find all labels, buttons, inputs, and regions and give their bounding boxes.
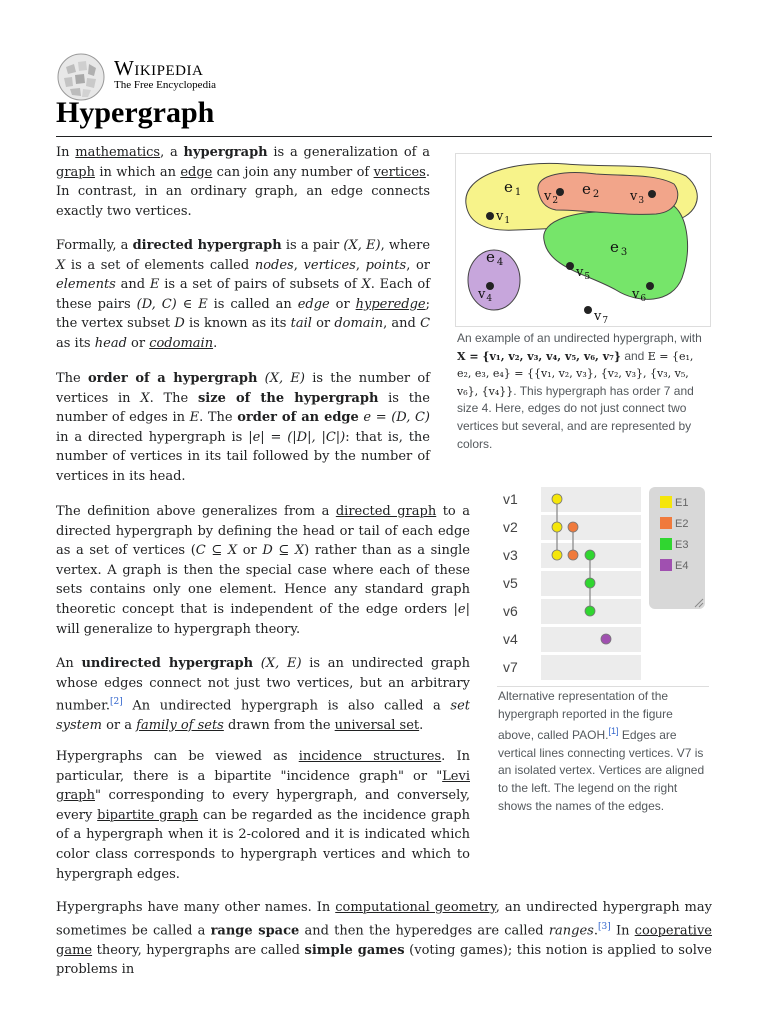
brand-tagline: The Free Encyclopedia — [114, 79, 217, 91]
link-bipartite-graph[interactable]: bipartite graph — [97, 807, 199, 823]
title-divider — [56, 136, 712, 137]
figure2-caption: Alternative representation of the hypergraph reported in the figure above, called PAOH.[1] Edges are vertical lines connecting vertices. V7 is an isolated vertex. Vertices are aligned to the left. The legend on the right shows the names of the edges. — [498, 689, 705, 813]
legend-swatch-e3 — [660, 538, 672, 550]
brand-name[interactable]: Wikipedia — [114, 56, 204, 80]
paragraph-order-size: The order of a hypergraph (X, E) is the number of vertices in X. The size of the hypergraph is the number of edges in E. The order of an edge e = (D, C) in a directed hypergraph is |e| = (|D|, |C|): that is, the number of vertices in its tail followed by the number of vertices in its head. — [56, 371, 431, 484]
link-family-of-sets[interactable]: family of sets — [136, 718, 224, 734]
paoh-row-label-v1: v1 — [503, 491, 518, 507]
brand[interactable] — [114, 56, 216, 91]
paragraph-intro: In mathematics, a hypergraph is a generalization of a graph in which an edge can join any number of vertices. In contrast, in an ordinary graph, an edge connects exactly two vertices. — [56, 145, 430, 219]
hypergraph-figure[interactable] — [455, 153, 711, 327]
paoh-figure[interactable] — [497, 485, 709, 685]
paoh-dot-e2-v3 — [568, 550, 578, 560]
reference-3[interactable]: [3] — [597, 921, 611, 932]
paoh-dot-e3-v6 — [585, 606, 595, 616]
link-directed-graph[interactable]: directed graph — [335, 504, 437, 519]
link-mathematics[interactable]: mathematics — [75, 145, 161, 160]
edge-label-e4: e $_4$ — [486, 248, 504, 268]
vertex-v1 — [486, 212, 494, 220]
link-vertices[interactable]: vertices — [373, 164, 426, 180]
vertex-v6 — [646, 282, 654, 290]
vertex-v3 — [648, 190, 656, 198]
paoh-dot-e3-v3 — [585, 550, 595, 560]
paoh-dot-e3-v5 — [585, 578, 595, 588]
vertex-v4 — [486, 282, 494, 290]
link-computational-geometry[interactable]: computational geometry — [335, 900, 496, 915]
paoh-row-label-v4: v4 — [503, 631, 518, 647]
edge-label-e1: e $_1$ — [504, 178, 522, 198]
legend-label-e2: E2 — [675, 518, 689, 530]
paoh-dot-e4-v4 — [601, 634, 611, 644]
link-universal-set[interactable]: universal set — [334, 718, 420, 734]
vertex-label-v7: $v_7$ — [594, 309, 609, 326]
link-hyperedge[interactable]: hyperedge — [355, 296, 426, 312]
paoh-row-label-v3: v3 — [503, 547, 518, 563]
vertex-label-v3: $v_3$ — [630, 189, 645, 206]
vertex-label-v6: $v_6$ — [632, 287, 647, 304]
legend-label-e4: E4 — [675, 560, 689, 572]
edge-label-e2: e $_2$ — [582, 180, 600, 200]
link-edge[interactable]: edge — [180, 164, 213, 180]
paragraph-formal-definition: Formally, a directed hypergraph is a pair (X, E), where X is a set of elements called nodes, vertices, points, or elements and E is a set of pairs of subsets of X. Each of these pairs (D, C) ∈ E is called an edge or hyperedge; the vertex subset D is known as its tail or domain, and C as its head or codomain. — [56, 238, 431, 351]
figure2-divider — [497, 686, 709, 687]
legend-label-e1: E1 — [675, 497, 689, 509]
paragraph-generalization: The definition above generalizes from a directed graph to a directed hypergraph by defining the head or tail of each edge as a set of vertices (C ⊆ X or D ⊆ X) rather than as a single vertex. A graph is then the special case where each of these sets contains only one element. Hence any standard graph theoretic concept that is independent of the edge orders |e| will generalize to hypergraph theory. — [56, 504, 470, 637]
reference-1[interactable]: [1] — [608, 726, 619, 737]
paoh-dot-e1-v1 — [552, 494, 562, 504]
paoh-row-v4 — [541, 627, 641, 652]
edge-label-e3: e $_3$ — [610, 238, 628, 258]
vertex-label-v5: $v_5$ — [576, 265, 591, 282]
vertex-label-v2: $v_2$ — [544, 189, 559, 206]
figure1-caption: An example of an undirected hypergraph, with X = {v₁, v₂, v₃, v₄, v₅, v₆, v₇} and E = {e₁, e₂, e₃, e₄} = {{v₁, v₂, v₃}, {v₂, v₃}, {v₃, v₅, v₆}, {v₄}}. This hypergraph has order 7 and size 4. Here, edges do not just connect two vertices but several, and are represented by colors. — [457, 331, 702, 451]
vertex-label-v4: $v_4$ — [478, 287, 493, 304]
paoh-dot-e2-v2 — [568, 522, 578, 532]
legend-swatch-e1 — [660, 496, 672, 508]
reference-2[interactable]: [2] — [110, 697, 123, 708]
link-levi-graph[interactable]: Levi graph — [56, 768, 470, 804]
link-graph[interactable]: graph — [56, 164, 95, 180]
vertex-label-v1: $v_1$ — [496, 209, 511, 226]
legend-label-e3: E3 — [675, 539, 689, 551]
paoh-row-label-v2: v2 — [503, 519, 518, 535]
vertex-v7 — [584, 306, 592, 314]
paoh-dot-e1-v3 — [552, 550, 562, 560]
paragraph-other-names: Hypergraphs have many other names. In computational geometry, an undirected hypergraph may sometimes be called a range space and then the hyperedges are called ranges.[3] In cooperative game theory, hypergraphs are called simple games (voting games); this notion is applied to solve problems in — [56, 900, 713, 978]
paoh-row-v7 — [541, 655, 641, 680]
legend-swatch-e2 — [660, 517, 672, 529]
vertex-v2 — [556, 188, 564, 196]
legend-swatch-e4 — [660, 559, 672, 571]
paoh-dot-e1-v2 — [552, 522, 562, 532]
paoh-row-label-v7: v7 — [503, 659, 518, 675]
paragraph-incidence: Hypergraphs can be viewed as incidence structures. In particular, there is a bipartite "incidence graph" or "Levi graph" corresponding to every hypergraph, and conversely, every bipartite graph can be regarded as the incidence graph of a hypergraph when it is 2-colored and it is indicated which color class corresponds to hypergraph vertices and which to hypergraph edges. — [56, 749, 471, 882]
link-codomain[interactable]: codomain — [149, 335, 214, 351]
paoh-row-label-v5: v5 — [503, 575, 518, 591]
link-cooperative-game[interactable]: cooperative game — [56, 922, 713, 958]
vertex-v5 — [566, 262, 574, 270]
page-title: Hypergraph — [56, 96, 215, 129]
wikipedia-globe-logo[interactable] — [56, 52, 106, 102]
link-incidence-structures[interactable]: incidence structures — [298, 749, 442, 764]
paoh-row-label-v6: v6 — [503, 603, 518, 619]
paragraph-undirected: An undirected hypergraph (X, E) is an undirected graph whose edges connect not just two vertices, but an arbitrary number.[2] An undirected hypergraph is also called a set system or a family of sets drawn from the universal set. — [56, 656, 470, 734]
